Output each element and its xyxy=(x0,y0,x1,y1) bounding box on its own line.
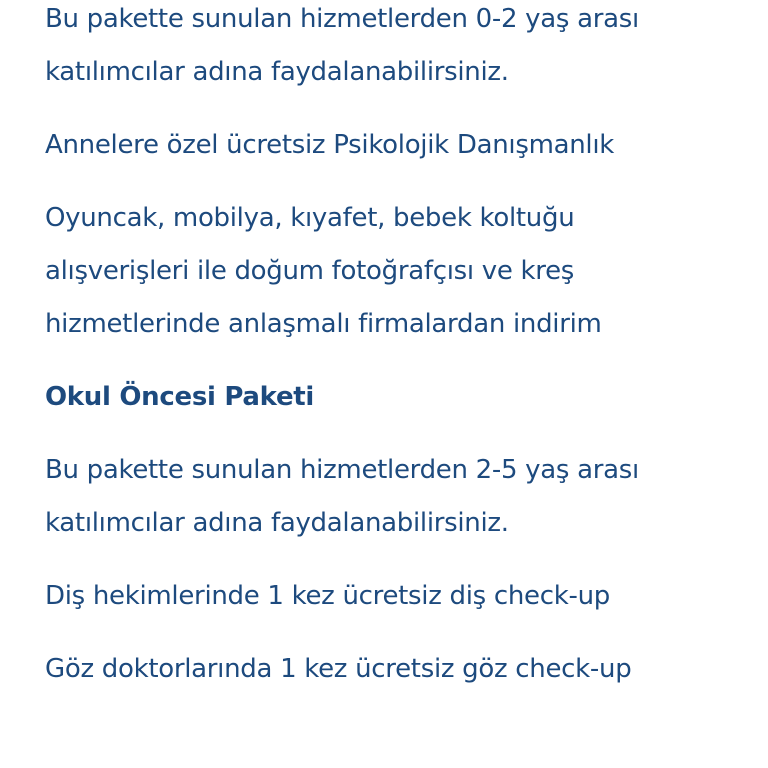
preschool-age-note-line-1: Bu pakette sunulan hizmetlerden 2-5 yaş arası xyxy=(45,455,639,485)
newborn-benefit-psychological-counseling xyxy=(45,119,745,172)
newborn-age-note xyxy=(45,0,745,99)
benefit-line: Diş hekimlerinde 1 kez ücretsiz diş check-up xyxy=(45,581,610,611)
package-details-content xyxy=(45,0,745,716)
newborn-age-note-line-2: katılımcılar adına faydalanabilirsiniz. xyxy=(45,57,509,87)
benefit-line: hizmetlerinde anlaşmalı firmalardan indirim xyxy=(45,309,602,339)
preschool-benefit-dental-checkup xyxy=(45,570,745,623)
benefit-line: Göz doktorlarında 1 kez ücretsiz göz check-up xyxy=(45,654,632,684)
preschool-package-heading xyxy=(45,371,745,424)
preschool-benefit-eye-checkup xyxy=(45,643,745,696)
preschool-age-note-line-2: katılımcılar adına faydalanabilirsiniz. xyxy=(45,508,509,538)
preschool-age-note xyxy=(45,444,745,550)
benefit-line: Oyuncak, mobilya, kıyafet, bebek koltuğu xyxy=(45,203,575,233)
benefit-line: alışverişleri ile doğum fotoğrafçısı ve kreş xyxy=(45,256,575,286)
newborn-age-note-line-1: Bu pakette sunulan hizmetlerden 0-2 yaş arası xyxy=(45,4,639,34)
newborn-benefit-shopping-discounts xyxy=(45,192,745,351)
benefit-line: Annelere özel ücretsiz Psikolojik Danışmanlık xyxy=(45,130,615,160)
preschool-package-title: Okul Öncesi Paketi xyxy=(45,382,315,412)
